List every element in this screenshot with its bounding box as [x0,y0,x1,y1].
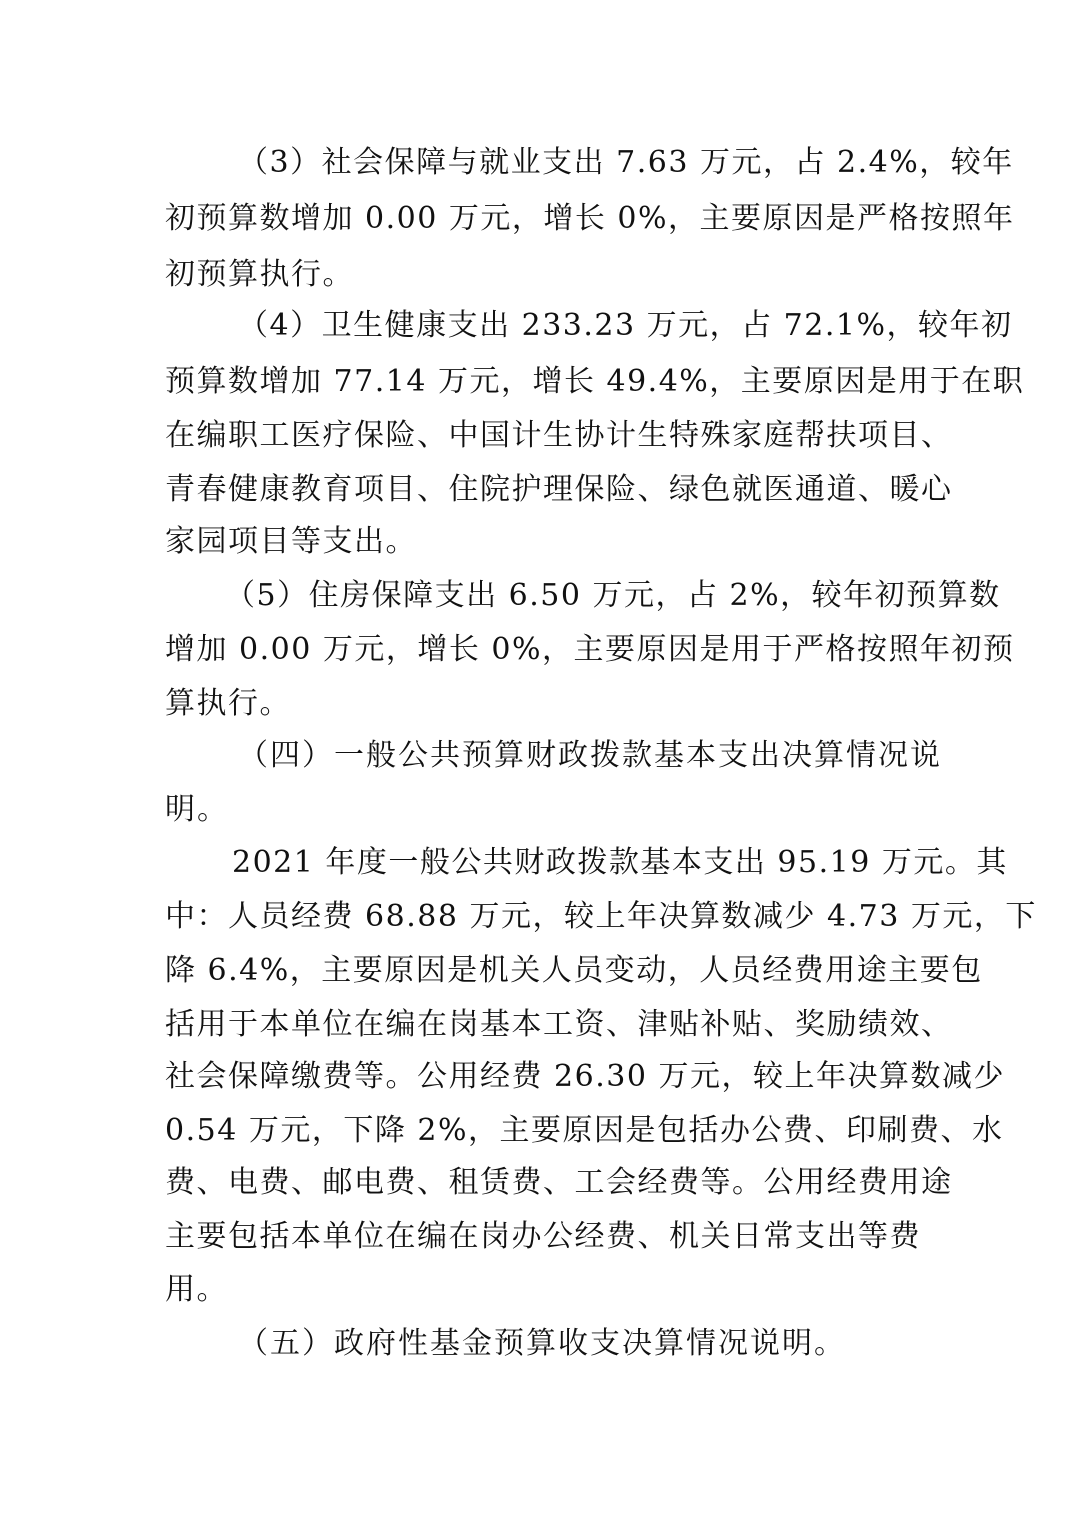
text-line: 费、电费、邮电费、租赁费、工会经费等。公用经费用途 [165,1165,953,1200]
text-line: 用。 [165,1272,228,1307]
text-line: 2021 年度一般公共财政拨款基本支出 95.19 万元。其 [232,845,1008,880]
text-line: 括用于本单位在编在岗基本工资、津贴补贴、奖励绩效、 [165,1007,953,1042]
text-line: 家园项目等支出。 [165,524,417,559]
heading-line: 明。 [165,792,229,827]
text-line: （5）住房保障支出 6.50 万元，占 2%，较年初预算数 [225,578,1001,613]
text-line: 算执行。 [165,686,291,721]
text-line: 主要包括本单位在编在岗办公经费、机关日常支出等费 [165,1219,921,1254]
heading-line: （四）一般公共预算财政拨款基本支出决算情况说 [238,738,942,773]
text-line: 降 6.4%，主要原因是机关人员变动，人员经费用途主要包 [165,953,983,988]
text-line: 0.54 万元，下降 2%，主要原因是包括办公费、印刷费、水 [165,1113,1004,1148]
text-line: 青春健康教育项目、住院护理保险、绿色就医通道、暖心 [165,472,953,507]
text-line: 中：人员经费 68.88 万元，较上年决算数减少 4.73 万元，下 [165,899,1037,934]
text-line: 预算数增加 77.14 万元，增长 49.4%，主要原因是用于在职 [165,364,1025,399]
text-line: 初预算数增加 0.00 万元，增长 0%，主要原因是严格按照年 [165,201,1015,236]
heading-line: （五）政府性基金预算收支决算情况说明。 [238,1326,846,1361]
text-line: （4）卫生健康支出 233.23 万元，占 72.1%，较年初 [238,308,1013,343]
text-line: 增加 0.00 万元，增长 0%，主要原因是用于严格按照年初预 [165,632,1015,667]
text-line: 初预算执行。 [165,257,354,292]
text-line: （3）社会保障与就业支出 7.63 万元，占 2.4%，较年 [238,145,1014,180]
text-line: 社会保障缴费等。公用经费 26.30 万元，较上年决算数减少 [165,1059,1005,1094]
text-line: 在编职工医疗保险、中国计生协计生特殊家庭帮扶项目、 [165,418,953,453]
